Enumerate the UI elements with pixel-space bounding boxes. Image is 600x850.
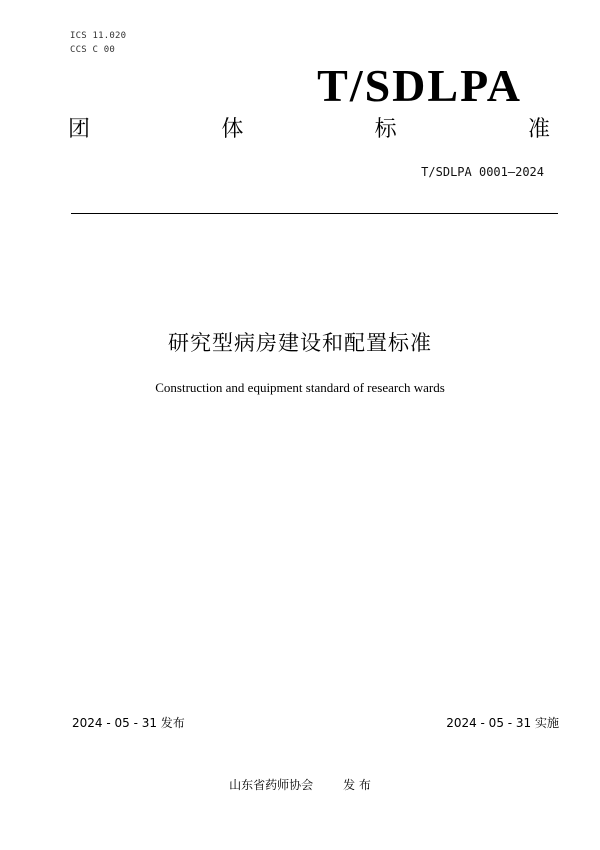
category-char-4: 准 — [527, 117, 550, 142]
standard-category — [68, 116, 550, 144]
implement-date-text: 2024 - 05 - 31 实施 — [446, 716, 559, 730]
standard-number: T/SDLPA 0001—2024 — [421, 165, 544, 179]
category-char-3: 标 — [374, 117, 397, 142]
implement-date — [446, 715, 559, 731]
category-char-2: 体 — [221, 117, 244, 142]
ics-code: ICS 11.020 — [70, 31, 127, 41]
publisher-name: 山东省药师协会 — [229, 778, 314, 792]
header-divider — [71, 213, 558, 214]
ccs-code: CCS C 00 — [70, 45, 115, 55]
brand-logo-text: T/SDLPA — [317, 60, 522, 111]
document-title-chinese: 研究型病房建设和配置标准 — [168, 331, 432, 355]
document-title-english: Construction and equipment standard of research wards — [155, 380, 445, 395]
publisher-action: 发 布 — [343, 778, 371, 792]
publish-date-text: 2024 - 05 - 31 发布 — [72, 716, 185, 730]
classification-codes — [70, 29, 126, 57]
publish-date — [72, 715, 185, 731]
publisher-line — [0, 777, 600, 793]
category-char-1: 团 — [68, 117, 91, 142]
